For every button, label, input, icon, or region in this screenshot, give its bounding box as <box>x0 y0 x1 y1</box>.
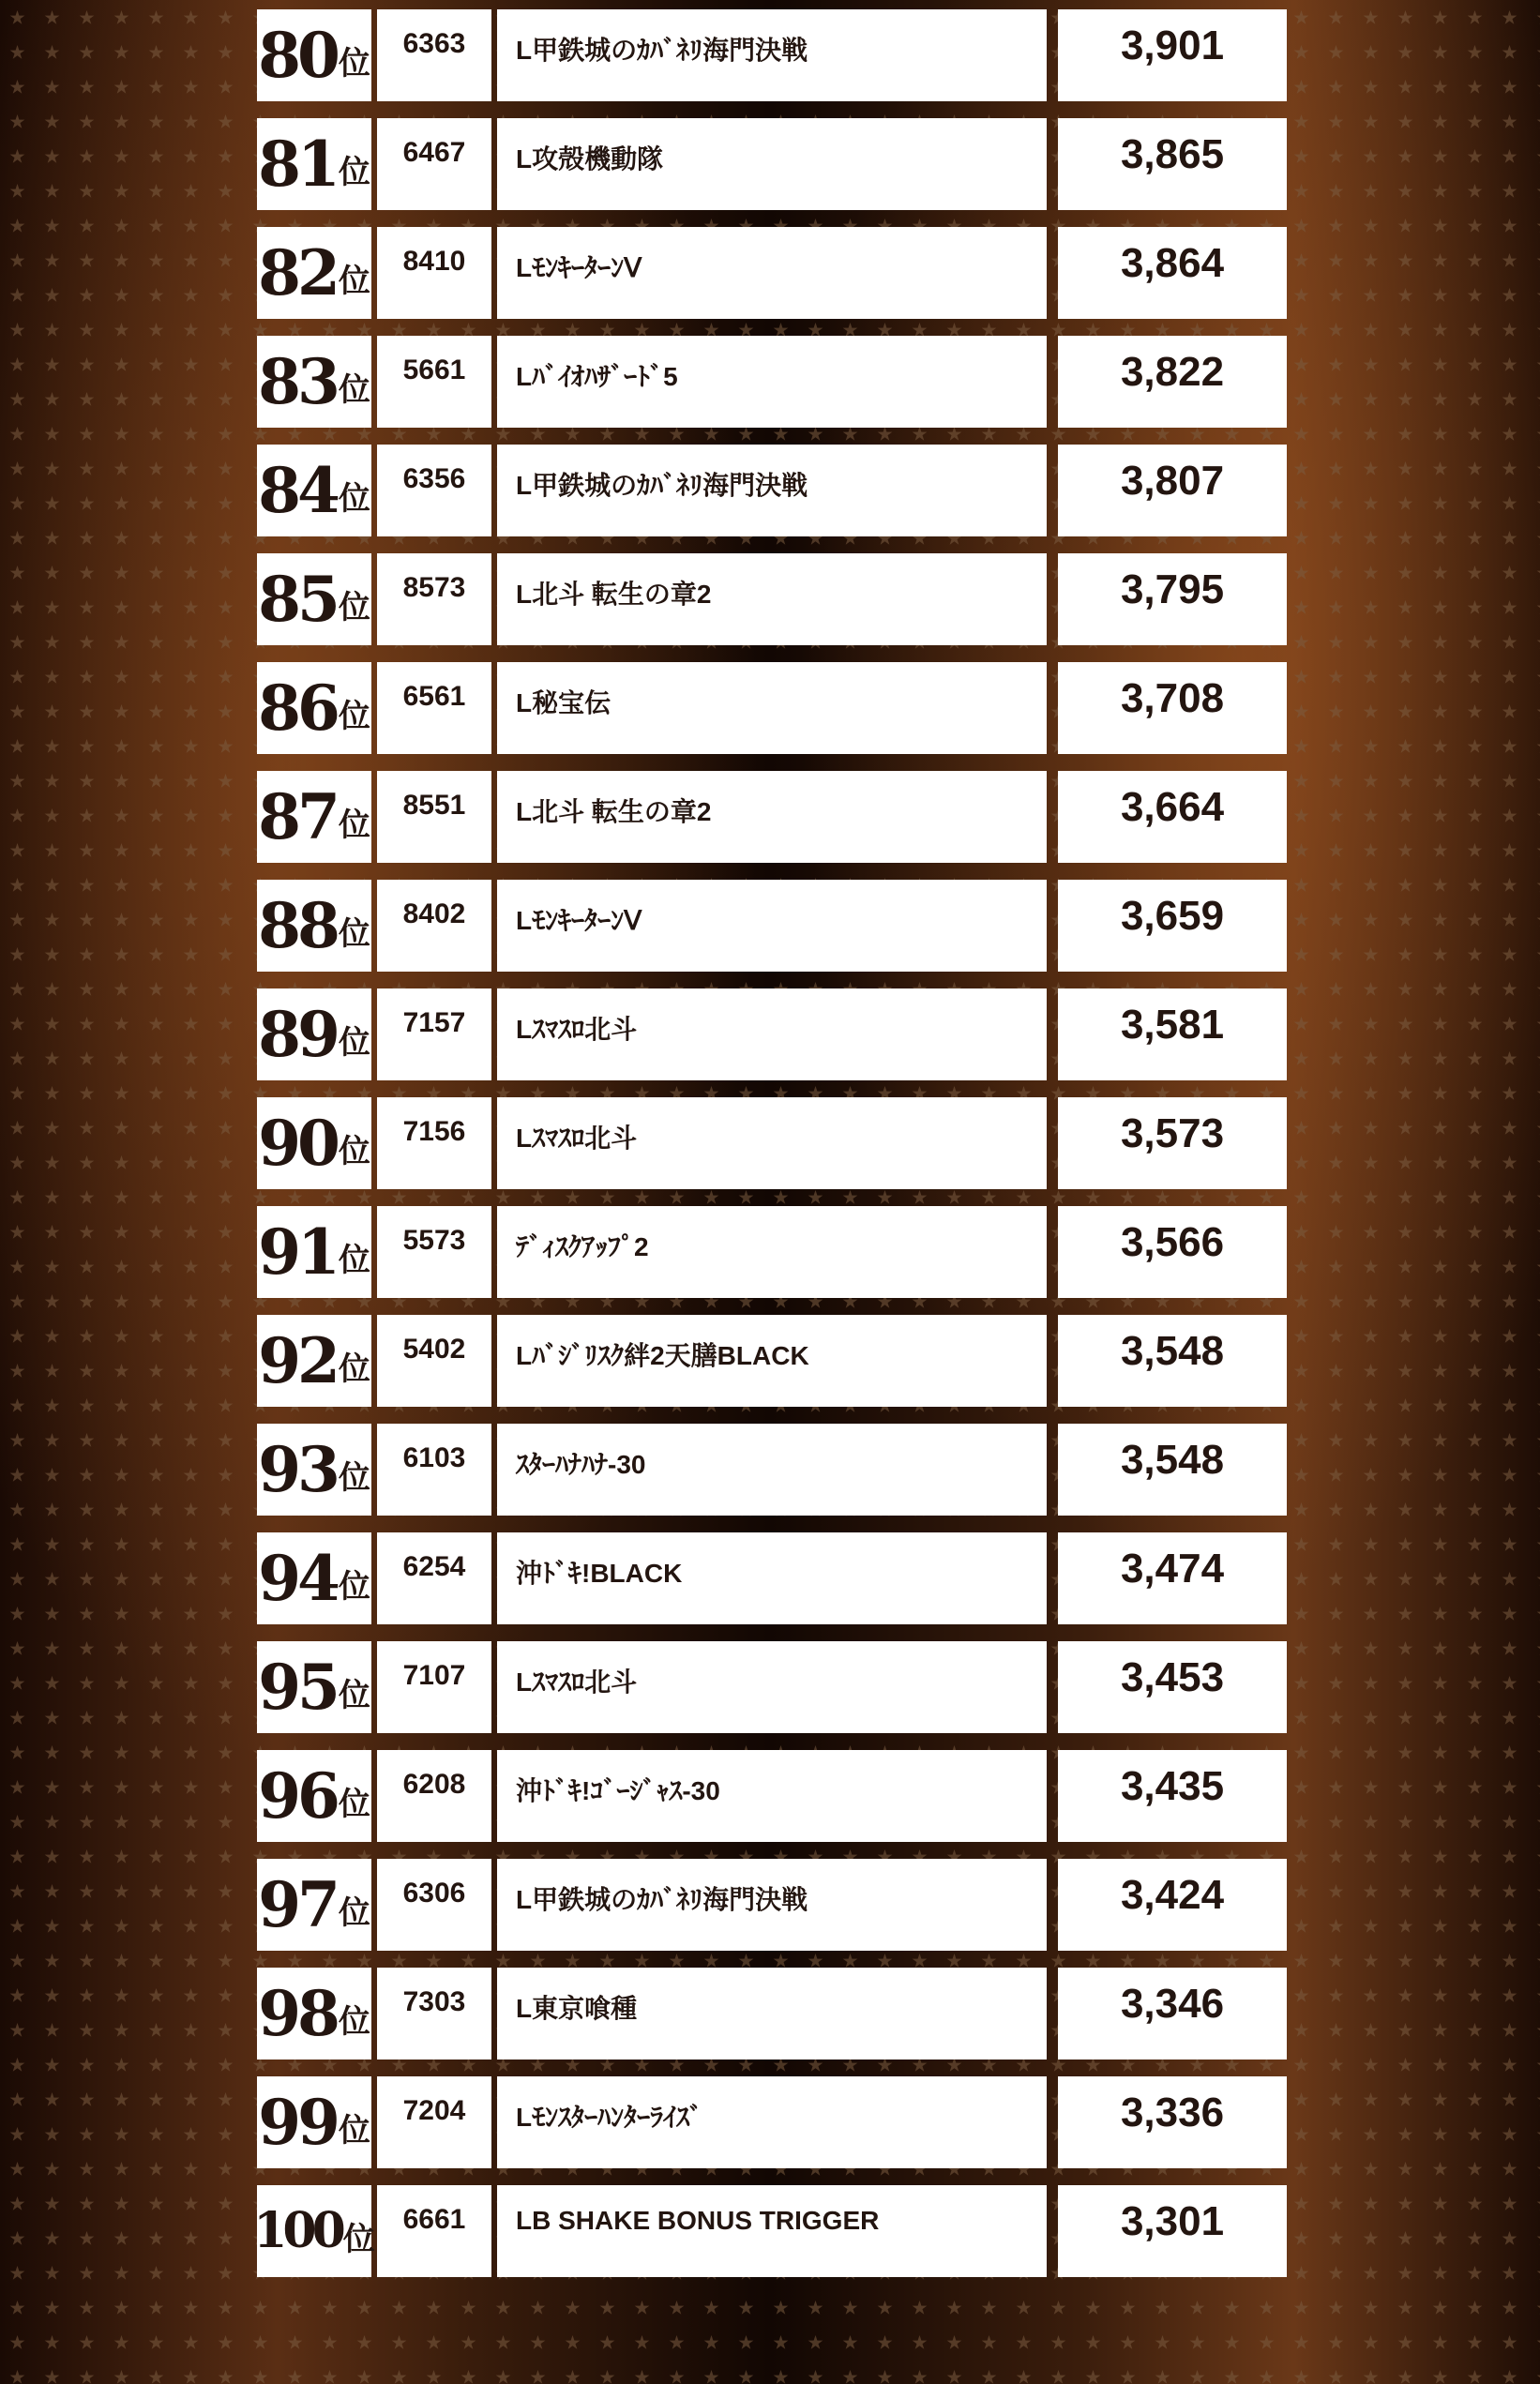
rank-number: 96 <box>258 1759 337 1833</box>
rank-number: 89 <box>258 998 337 1071</box>
model-name: L秘宝伝 <box>497 662 1047 754</box>
model-name: LﾓﾝｷｰﾀｰﾝⅤ <box>497 880 1047 972</box>
rank-number: 88 <box>258 889 337 962</box>
value-cell: 3,581 <box>1058 988 1287 1080</box>
rank-cell <box>257 771 371 863</box>
model-name: 沖ﾄﾞｷ!ｺﾞｰｼﾞｬｽ-30 <box>497 1750 1047 1842</box>
rank-cell <box>257 1968 371 2060</box>
machine-number: 7107 <box>377 1641 491 1733</box>
value-cell: 3,548 <box>1058 1315 1287 1407</box>
model-name: L東京喰種 <box>497 1968 1047 2060</box>
rank-suffix: 位 <box>338 2003 370 2041</box>
ranking-row <box>0 118 1540 210</box>
rank-number: 93 <box>258 1433 337 1506</box>
machine-number: 6467 <box>377 118 491 210</box>
value-cell: 3,424 <box>1058 1859 1287 1951</box>
model-name: L北斗 転生の章2 <box>497 553 1047 645</box>
rank-number: 85 <box>258 563 337 636</box>
rank-suffix: 位 <box>338 263 370 300</box>
rank-suffix: 位 <box>338 45 370 83</box>
rank-number: 83 <box>258 345 337 418</box>
rank-cell <box>257 1315 371 1407</box>
value-cell: 3,336 <box>1058 2076 1287 2168</box>
machine-number: 5573 <box>377 1206 491 1298</box>
value-cell: 3,807 <box>1058 445 1287 536</box>
rank-number: 98 <box>258 1977 337 2050</box>
value-cell: 3,664 <box>1058 771 1287 863</box>
rank-number: 81 <box>258 128 337 201</box>
rank-suffix: 位 <box>338 1786 370 1823</box>
rank-suffix: 位 <box>338 371 370 409</box>
value-cell: 3,573 <box>1058 1097 1287 1189</box>
rank-suffix: 位 <box>338 1350 370 1388</box>
rank-cell <box>257 1097 371 1189</box>
machine-number: 6363 <box>377 9 491 101</box>
ranking-row <box>0 988 1540 1080</box>
machine-number: 6561 <box>377 662 491 754</box>
rank-suffix: 位 <box>338 1568 370 1606</box>
value-cell: 3,864 <box>1058 227 1287 319</box>
value-cell: 3,659 <box>1058 880 1287 972</box>
rank-cell <box>257 988 371 1080</box>
rank-cell <box>257 1424 371 1516</box>
rank-cell <box>257 1532 371 1624</box>
ranking-row <box>0 662 1540 754</box>
rank-suffix: 位 <box>338 1459 370 1497</box>
model-name: L攻殻機動隊 <box>497 118 1047 210</box>
ranking-row <box>0 553 1540 645</box>
model-name: Lﾊﾞｲｵﾊｻﾞｰﾄﾞ5 <box>497 336 1047 428</box>
rank-suffix: 位 <box>338 1242 370 1279</box>
ranking-row <box>0 445 1540 536</box>
rank-number: 100 <box>253 2202 341 2259</box>
rank-number: 87 <box>258 780 337 853</box>
rank-cell <box>257 2076 371 2168</box>
model-name: L甲鉄城のｶﾊﾞﾈﾘ海門決戦 <box>497 9 1047 101</box>
ranking-row <box>0 1315 1540 1407</box>
rank-cell <box>257 1641 371 1733</box>
rank-suffix: 位 <box>338 480 370 518</box>
machine-number: 7204 <box>377 2076 491 2168</box>
machine-number: 6254 <box>377 1532 491 1624</box>
rank-cell <box>257 662 371 754</box>
model-name: L甲鉄城のｶﾊﾞﾈﾘ海門決戦 <box>497 1859 1047 1951</box>
ranking-row <box>0 1424 1540 1516</box>
machine-number: 7157 <box>377 988 491 1080</box>
ranking-row <box>0 1968 1540 2060</box>
value-cell: 3,548 <box>1058 1424 1287 1516</box>
ranking-row <box>0 9 1540 101</box>
rank-cell <box>257 1206 371 1298</box>
ranking-row <box>0 1859 1540 1951</box>
rank-number: 91 <box>258 1215 337 1289</box>
rank-suffix: 位 <box>338 154 370 191</box>
value-cell: 3,795 <box>1058 553 1287 645</box>
model-name: Lｽﾏｽﾛ北斗 <box>497 1097 1047 1189</box>
value-cell: 3,822 <box>1058 336 1287 428</box>
machine-number: 8573 <box>377 553 491 645</box>
rank-number: 92 <box>258 1324 337 1397</box>
rank-cell <box>253 2185 375 2277</box>
machine-number: 6661 <box>377 2185 491 2277</box>
rank-suffix: 位 <box>338 807 370 844</box>
model-name: Lｽﾏｽﾛ北斗 <box>497 1641 1047 1733</box>
rank-cell <box>257 118 371 210</box>
value-cell: 3,435 <box>1058 1750 1287 1842</box>
ranking-row <box>0 2185 1540 2277</box>
rank-number: 97 <box>258 1868 337 1941</box>
value-cell: 3,566 <box>1058 1206 1287 1298</box>
machine-number: 6103 <box>377 1424 491 1516</box>
rank-number: 90 <box>258 1107 337 1180</box>
rank-cell <box>257 336 371 428</box>
rank-number: 80 <box>258 19 337 92</box>
rank-cell <box>257 9 371 101</box>
machine-number: 6306 <box>377 1859 491 1951</box>
machine-number: 7156 <box>377 1097 491 1189</box>
rank-number: 84 <box>258 454 337 527</box>
ranking-row <box>0 771 1540 863</box>
rank-number: 94 <box>258 1542 337 1615</box>
machine-number: 8410 <box>377 227 491 319</box>
rank-number: 86 <box>258 671 337 745</box>
machine-number: 7303 <box>377 1968 491 2060</box>
model-name: 沖ﾄﾞｷ!BLACK <box>497 1532 1047 1624</box>
model-name: L甲鉄城のｶﾊﾞﾈﾘ海門決戦 <box>497 445 1047 536</box>
value-cell: 3,346 <box>1058 1968 1287 2060</box>
machine-number: 6356 <box>377 445 491 536</box>
ranking-row <box>0 1206 1540 1298</box>
rank-suffix: 位 <box>338 1677 370 1714</box>
rank-cell <box>257 445 371 536</box>
model-name: Lｽﾏｽﾛ北斗 <box>497 988 1047 1080</box>
rank-suffix: 位 <box>342 2221 375 2258</box>
rank-suffix: 位 <box>338 1133 370 1170</box>
rank-suffix: 位 <box>338 915 370 953</box>
machine-number: 5402 <box>377 1315 491 1407</box>
ranking-row <box>0 1750 1540 1842</box>
rank-suffix: 位 <box>338 698 370 735</box>
ranking-row <box>0 1532 1540 1624</box>
machine-number: 8402 <box>377 880 491 972</box>
rank-cell <box>257 553 371 645</box>
model-name: ﾃﾞｨｽｸｱｯﾌﾟ2 <box>497 1206 1047 1298</box>
model-name: ｽﾀｰﾊﾅﾊﾅ-30 <box>497 1424 1047 1516</box>
ranking-row <box>0 227 1540 319</box>
rank-number: 99 <box>258 2086 337 2159</box>
value-cell: 3,453 <box>1058 1641 1287 1733</box>
model-name: LﾓﾝｷｰﾀｰﾝⅤ <box>497 227 1047 319</box>
ranking-row <box>0 2076 1540 2168</box>
rank-suffix: 位 <box>338 2112 370 2150</box>
model-name: L北斗 転生の章2 <box>497 771 1047 863</box>
value-cell: 3,474 <box>1058 1532 1287 1624</box>
machine-number: 8551 <box>377 771 491 863</box>
value-cell: 3,708 <box>1058 662 1287 754</box>
rank-number: 82 <box>258 236 337 309</box>
machine-number: 5661 <box>377 336 491 428</box>
ranking-row <box>0 1641 1540 1733</box>
model-name: Lﾓﾝｽﾀｰﾊﾝﾀｰﾗｲｽﾞ <box>497 2076 1047 2168</box>
rank-cell <box>257 880 371 972</box>
rank-cell <box>257 1750 371 1842</box>
model-name: Lﾊﾞｼﾞﾘｽｸ絆2天膳BLACK <box>497 1315 1047 1407</box>
rank-number: 95 <box>258 1651 337 1724</box>
machine-number: 6208 <box>377 1750 491 1842</box>
rank-cell <box>257 1859 371 1951</box>
ranking-row <box>0 1097 1540 1189</box>
value-cell: 3,865 <box>1058 118 1287 210</box>
model-name: LB SHAKE BONUS TRIGGER <box>497 2185 1047 2277</box>
rank-suffix: 位 <box>338 589 370 626</box>
rank-suffix: 位 <box>338 1894 370 1932</box>
value-cell: 3,901 <box>1058 9 1287 101</box>
ranking-row <box>0 880 1540 972</box>
value-cell: 3,301 <box>1058 2185 1287 2277</box>
rank-cell <box>257 227 371 319</box>
rank-suffix: 位 <box>338 1024 370 1062</box>
ranking-row <box>0 336 1540 428</box>
